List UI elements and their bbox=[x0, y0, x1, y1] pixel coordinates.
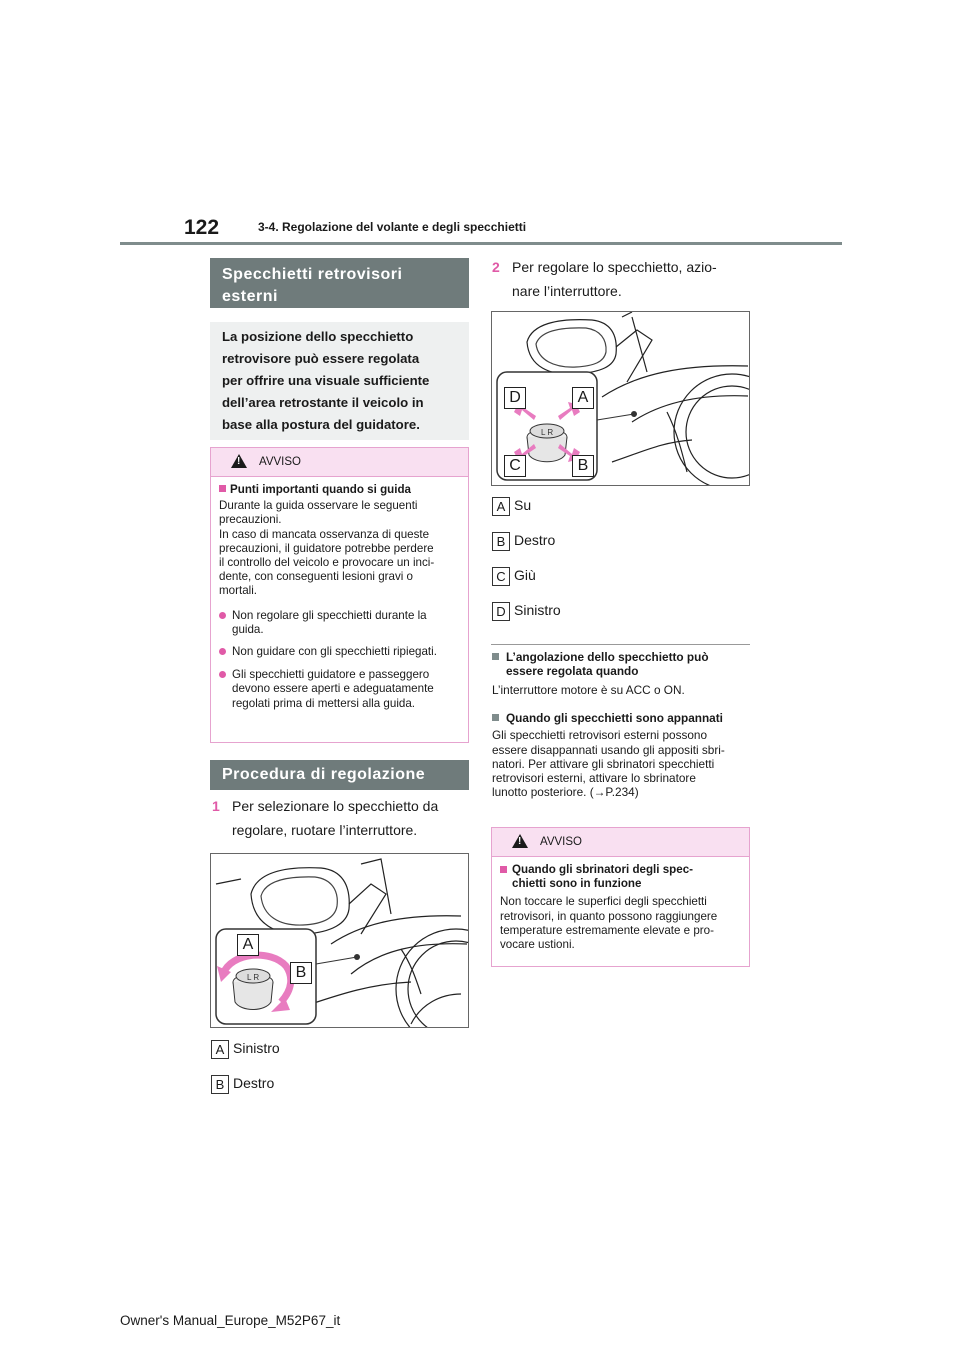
note-heading-line: L’angolazione dello specchietto può bbox=[506, 650, 709, 664]
note-body-line: natori. Per attivare gli sbrinatori specchietti bbox=[492, 756, 715, 771]
legend-key: D bbox=[492, 602, 510, 621]
warning-bullet bbox=[219, 645, 460, 659]
callout-a: A bbox=[237, 934, 259, 956]
warning-heading-line: chietti sono in funzione bbox=[512, 877, 642, 891]
section-title-procedure: Procedura di regolazione bbox=[210, 760, 469, 790]
step-number: 1 bbox=[212, 798, 220, 814]
legend-key: B bbox=[211, 1075, 229, 1094]
warning-body bbox=[211, 477, 468, 717]
legend-item bbox=[492, 565, 536, 585]
bullet-line: devono essere aperti e adeguatamente bbox=[232, 682, 434, 696]
warning-heading bbox=[500, 863, 741, 891]
bullet-line: Gli specchietti guidatore e passeggero bbox=[232, 668, 430, 682]
intro-line: retrovisore può essere regolata bbox=[222, 351, 420, 366]
legend-item bbox=[492, 600, 561, 620]
warning-text-line: precauzioni. bbox=[219, 513, 282, 527]
callout-c: C bbox=[504, 455, 526, 477]
figure-mirror-selector bbox=[210, 853, 469, 1028]
warning-header bbox=[492, 828, 749, 857]
svg-text:L R: L R bbox=[541, 428, 554, 437]
legend-key: A bbox=[492, 497, 510, 516]
warning-heading bbox=[219, 483, 460, 497]
warning-text-line: In caso di mancata osservanza di queste bbox=[219, 527, 430, 541]
warning-box bbox=[210, 447, 469, 743]
step-line: regolare, ruotare l’interruttore. bbox=[232, 822, 418, 838]
square-bullet-icon bbox=[492, 714, 499, 721]
warning-text-line: retrovisori, in quanto possono raggiungere bbox=[500, 909, 718, 923]
warning-text-line: vocare ustioni. bbox=[500, 938, 575, 952]
legend-key: A bbox=[211, 1040, 229, 1059]
note-heading-text: Quando gli specchietti sono appannati bbox=[506, 711, 723, 725]
step-2 bbox=[492, 255, 752, 303]
legend-item bbox=[492, 495, 531, 515]
bullet-line: guida. bbox=[232, 622, 264, 636]
legend-item bbox=[211, 1038, 280, 1058]
note-body-line: retrovisori esterni, attivare lo sbrinatore bbox=[492, 771, 696, 786]
intro-line: dell’area retrostante il veicolo in bbox=[222, 395, 424, 410]
chapter-title: 3-4. Regolazione del volante e degli specchietti bbox=[258, 220, 527, 234]
warning-header bbox=[211, 448, 468, 477]
intro-line: base alla postura del guidatore. bbox=[222, 417, 420, 432]
note-heading bbox=[492, 711, 754, 725]
legend-text: Destro bbox=[514, 532, 556, 548]
note-body-line: essere disappannati usando gli appositi sbri- bbox=[492, 742, 725, 757]
intro-line: La posizione dello specchietto bbox=[222, 329, 414, 344]
svg-text:L R: L R bbox=[247, 973, 260, 982]
warning-text-line: mortali. bbox=[219, 584, 258, 598]
warning-text-line: dente, con conseguenti lesioni gravi o bbox=[219, 570, 414, 584]
legend-item bbox=[492, 530, 555, 550]
warning-text-line: precauzioni, il guidatore potrebbe perdere bbox=[219, 541, 434, 555]
section-title-line: esterni bbox=[222, 288, 278, 305]
footer-text: Owner's Manual_Europe_M52P67_it bbox=[120, 1313, 341, 1328]
step-line: Per selezionare lo specchietto da bbox=[232, 798, 439, 814]
legend-key: B bbox=[492, 532, 510, 551]
legend-text: Sinistro bbox=[233, 1040, 280, 1056]
section-title-mirrors bbox=[210, 258, 469, 308]
bullet-dot-icon bbox=[219, 648, 226, 655]
note-body-line: Gli specchietti retrovisori esterni possono bbox=[492, 728, 708, 743]
note-heading bbox=[492, 650, 754, 679]
figure-mirror-adjust bbox=[491, 311, 750, 486]
note-body-line: lunotto posteriore. (→P.234) bbox=[492, 785, 639, 800]
warning-text-line: il controllo del veicolo e provocare un inci- bbox=[219, 556, 435, 570]
mirror-adjust-illustration bbox=[492, 312, 749, 485]
intro-line: per offrire una visuale sufficiente bbox=[222, 373, 430, 388]
note-heading-line: essere regolata quando bbox=[506, 664, 639, 679]
callout-b: B bbox=[572, 455, 594, 477]
legend-text: Sinistro bbox=[514, 602, 561, 618]
bullet-dot-icon bbox=[219, 612, 226, 619]
square-bullet-icon bbox=[219, 485, 226, 492]
legend-text: Giù bbox=[514, 567, 536, 583]
warning-triangle-icon bbox=[512, 834, 528, 848]
callout-b: B bbox=[290, 962, 312, 984]
bullet-line: Non regolare gli specchietti durante la bbox=[232, 608, 427, 622]
warning-triangle-icon bbox=[231, 454, 247, 468]
bullet-dot-icon bbox=[219, 671, 226, 678]
warning-bullet bbox=[219, 668, 460, 711]
square-bullet-icon bbox=[492, 653, 499, 660]
warning-box bbox=[491, 827, 750, 967]
warning-label: AVVISO bbox=[259, 456, 301, 468]
note-body: L’interruttore motore è su ACC o ON. bbox=[492, 682, 685, 697]
legend-key: C bbox=[492, 567, 510, 586]
bullet-line: Non guidare con gli specchietti ripiegati. bbox=[232, 645, 437, 659]
warning-text-line: Durante la guida osservare le seguenti bbox=[219, 499, 418, 513]
legend-text: Su bbox=[514, 497, 532, 513]
page-number: 122 bbox=[184, 216, 220, 239]
square-bullet-icon bbox=[500, 866, 507, 873]
callout-d: D bbox=[504, 387, 526, 409]
legend-item bbox=[211, 1073, 274, 1093]
notes-rule bbox=[491, 644, 750, 645]
warning-bullet bbox=[219, 609, 460, 637]
bullet-line: regolati prima di mettersi alla guida. bbox=[232, 696, 416, 710]
warning-text-line: Non toccare le superfici degli specchietti bbox=[500, 895, 707, 909]
header-rule bbox=[120, 242, 842, 245]
callout-a: A bbox=[572, 387, 594, 409]
step-number: 2 bbox=[492, 259, 500, 275]
step-line: Per regolare lo specchietto, azio- bbox=[512, 259, 717, 275]
step-1 bbox=[212, 794, 472, 842]
warning-heading-text: Punti importanti quando si guida bbox=[230, 483, 411, 496]
note-fogged bbox=[492, 711, 754, 800]
note-ignition bbox=[492, 650, 754, 697]
warning-label: AVVISO bbox=[540, 836, 582, 848]
warning-body bbox=[492, 857, 749, 958]
warning-heading-line: Quando gli sbrinatori degli spec- bbox=[512, 863, 694, 876]
section-title-line: Specchietti retrovisori bbox=[222, 266, 403, 283]
intro-box bbox=[210, 322, 469, 440]
warning-text-line: temperature estremamente elevate e pro- bbox=[500, 923, 714, 937]
step-line: nare l’interruttore. bbox=[512, 283, 622, 299]
legend-text: Destro bbox=[233, 1075, 275, 1091]
